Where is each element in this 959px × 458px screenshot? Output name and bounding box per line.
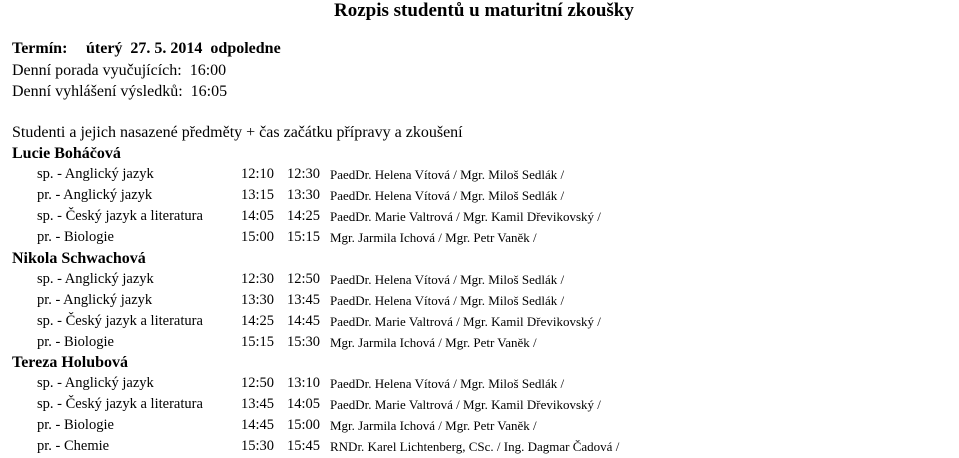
exam-term — [12, 40, 281, 58]
exam-subject: sp. - Český jazyk a literatura — [37, 208, 203, 224]
exam-subject: pr. - Biologie — [37, 229, 114, 245]
exam-examiners: Mgr. Jarmila Ichová / Mgr. Petr Vaněk / — [330, 335, 537, 350]
exam-start-time: 13:45 — [241, 396, 275, 412]
exam-examiners: PaedDr. Marie Valtrová / Mgr. Kamil Dřevikovský / — [330, 314, 601, 329]
exam-end-time: 14:05 — [287, 396, 321, 412]
exam-start-time: 12:30 — [241, 271, 275, 287]
exam-subject: sp. - Anglický jazyk — [37, 166, 154, 182]
exam-end-time: 14:25 — [287, 208, 321, 224]
exam-end-time: 12:30 — [287, 166, 321, 182]
term-date: úterý 27. 5. 2014 odpoledne — [86, 40, 281, 57]
exam-end-time: 15:45 — [287, 438, 321, 454]
exam-examiners: RNDr. Karel Lichtenberg, CSc. / Ing. Dagmar Čadová / — [330, 439, 620, 454]
exam-subject: pr. - Chemie — [37, 438, 110, 454]
page-title: Rozpis studentů u maturitní zkoušky — [334, 0, 634, 21]
exam-end-time: 12:50 — [287, 271, 321, 287]
exam-subject: sp. - Anglický jazyk — [37, 375, 154, 391]
meeting-time: Denní porada vyučujících: 16:00 — [12, 62, 227, 79]
section-heading: Studenti a jejich nasazené předměty + čas začátku přípravy a zkoušení — [12, 124, 463, 141]
results-time: Denní vyhlášení výsledků: 16:05 — [12, 83, 228, 100]
exam-subject: pr. - Biologie — [37, 417, 114, 433]
student-name: Tereza Holubová — [12, 354, 129, 371]
exam-subject: pr. - Anglický jazyk — [37, 292, 153, 308]
exam-subject: sp. - Český jazyk a literatura — [37, 313, 203, 329]
exam-end-time: 15:00 — [287, 417, 321, 433]
exam-examiners: PaedDr. Helena Vítová / Mgr. Miloš Sedlák / — [330, 167, 565, 182]
exam-end-time: 15:30 — [287, 334, 321, 350]
exam-start-time: 13:15 — [241, 187, 275, 203]
exam-examiners: PaedDr. Marie Valtrová / Mgr. Kamil Dřevikovský / — [330, 209, 601, 224]
exam-start-time: 15:00 — [241, 229, 275, 245]
exam-subject: sp. - Český jazyk a literatura — [37, 396, 203, 412]
exam-end-time: 13:45 — [287, 292, 321, 308]
exam-subject: sp. - Anglický jazyk — [37, 271, 154, 287]
exam-start-time: 15:15 — [241, 334, 275, 350]
student-name: Lucie Boháčová — [12, 145, 121, 162]
exam-examiners: PaedDr. Helena Vítová / Mgr. Miloš Sedlák / — [330, 272, 565, 287]
exam-start-time: 15:30 — [241, 438, 275, 454]
exam-subject: pr. - Anglický jazyk — [37, 187, 153, 203]
exam-start-time: 14:05 — [241, 208, 275, 224]
exam-examiners: PaedDr. Helena Vítová / Mgr. Miloš Sedlák / — [330, 376, 565, 391]
exam-subject: pr. - Biologie — [37, 334, 114, 350]
exam-examiners: Mgr. Jarmila Ichová / Mgr. Petr Vaněk / — [330, 418, 537, 433]
term-label: Termín: — [12, 40, 68, 57]
exam-end-time: 13:10 — [287, 375, 321, 391]
exam-examiners: PaedDr. Helena Vítová / Mgr. Miloš Sedlák / — [330, 188, 565, 203]
exam-end-time: 15:15 — [287, 229, 321, 245]
exam-end-time: 14:45 — [287, 313, 321, 329]
exam-examiners: PaedDr. Marie Valtrová / Mgr. Kamil Dřevikovský / — [330, 397, 601, 412]
exam-start-time: 12:10 — [241, 166, 275, 182]
exam-start-time: 14:25 — [241, 313, 275, 329]
exam-start-time: 13:30 — [241, 292, 275, 308]
exam-end-time: 13:30 — [287, 187, 321, 203]
exam-start-time: 12:50 — [241, 375, 275, 391]
student-name: Nikola Schwachová — [12, 250, 146, 267]
exam-start-time: 14:45 — [241, 417, 275, 433]
exam-examiners: PaedDr. Helena Vítová / Mgr. Miloš Sedlák / — [330, 293, 565, 308]
exam-examiners: Mgr. Jarmila Ichová / Mgr. Petr Vaněk / — [330, 230, 537, 245]
